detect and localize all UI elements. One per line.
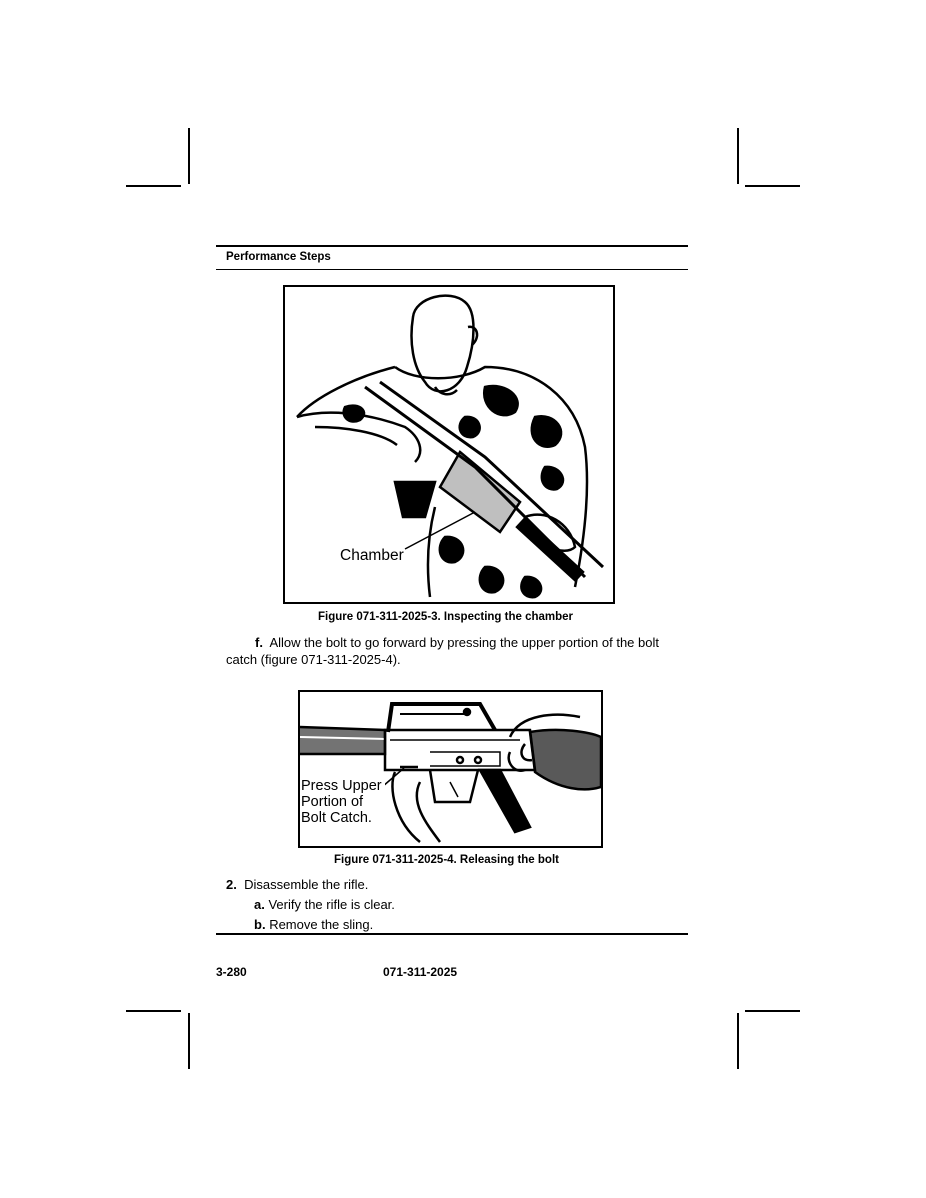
figure-1-caption: Figure 071-311-2025-3. Inspecting the chamber [318, 611, 574, 623]
callout-line-2: Portion of [301, 794, 364, 810]
callout-line-1: Press Upper [301, 778, 382, 794]
crop-mark [188, 1013, 190, 1069]
soldier-inspecting-chamber-illustration [285, 287, 613, 602]
callout-line-3: Bolt Catch. [301, 810, 372, 826]
step-f-paragraph [226, 634, 688, 668]
step-2-text: Disassemble the rifle. [244, 877, 369, 892]
bolt-catch-callout [301, 778, 385, 826]
crop-mark [737, 128, 739, 184]
chamber-callout: Chamber [340, 547, 404, 564]
header-top-rule [216, 245, 688, 247]
substep-a-marker: a. [254, 897, 265, 912]
substep-b-marker: b. [254, 917, 266, 932]
step-2 [226, 877, 368, 892]
section-title: Performance Steps [226, 251, 331, 263]
substep-a [254, 897, 395, 912]
substep-b-text: Remove the sling. [269, 917, 374, 932]
crop-mark [126, 1010, 181, 1012]
crop-mark [188, 128, 190, 184]
figure-inspecting-chamber [283, 285, 615, 604]
bottom-rule [216, 933, 688, 935]
crop-mark [745, 185, 800, 187]
substep-a-text: Verify the rifle is clear. [268, 897, 395, 912]
step-2-marker: 2. [226, 877, 237, 892]
step-f-text: Allow the bolt to go forward by pressing the upper portion of the bolt catch (figure 071-311-2025-4). [226, 635, 659, 667]
step-f-marker: f. [255, 635, 263, 650]
figure-releasing-bolt [298, 690, 603, 848]
figure-2-caption: Figure 071-311-2025-4. Releasing the bolt [334, 854, 559, 866]
substep-b [254, 917, 373, 932]
crop-mark [745, 1010, 800, 1012]
task-number: 071-311-2025 [383, 965, 458, 979]
page-number: 3-280 [216, 965, 247, 979]
header-bottom-rule [216, 269, 688, 270]
crop-mark [126, 185, 181, 187]
crop-mark [737, 1013, 739, 1069]
